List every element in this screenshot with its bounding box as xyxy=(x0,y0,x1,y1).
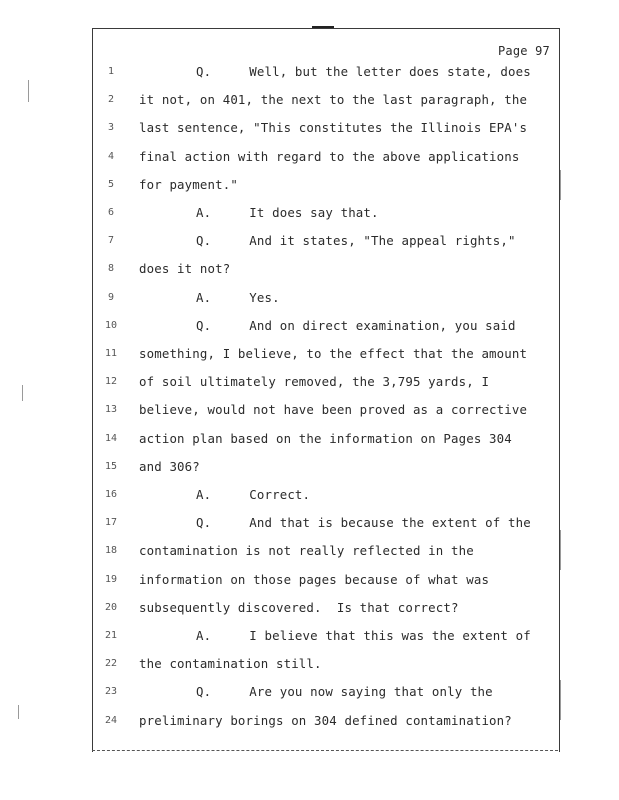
line-text: A. It does say that. xyxy=(196,205,379,220)
transcript-line xyxy=(0,147,619,167)
page-number: Page 97 xyxy=(498,44,550,58)
line-number: 18 xyxy=(104,545,118,557)
line-text: information on those pages because of what was xyxy=(139,571,490,587)
transcript-line xyxy=(0,682,619,702)
scan-artifact xyxy=(18,705,19,719)
line-text: and 306? xyxy=(139,458,200,474)
line-number: 21 xyxy=(104,630,118,641)
line-number: 6 xyxy=(107,207,115,218)
line-text: does it not? xyxy=(139,261,231,277)
line-number: 13 xyxy=(104,404,118,416)
line-number: 1 xyxy=(107,66,115,77)
bottom-rule xyxy=(92,750,558,751)
transcript-line xyxy=(0,203,619,223)
transcript-line xyxy=(0,400,619,420)
line-text: something, I believe, to the effect that the amount xyxy=(139,346,528,361)
transcript-line xyxy=(0,288,619,308)
line-number: 2 xyxy=(107,94,115,106)
line-number: 20 xyxy=(104,601,118,613)
line-number: 9 xyxy=(107,291,115,303)
line-number: 14 xyxy=(104,432,118,444)
line-text: the contamination still. xyxy=(139,656,322,672)
transcript-line xyxy=(0,372,619,392)
line-text: final action with regard to the above applications xyxy=(139,148,520,164)
line-number: 23 xyxy=(104,686,118,698)
transcript-line xyxy=(0,598,619,618)
transcript-line xyxy=(0,711,619,731)
line-number: 22 xyxy=(104,658,118,670)
line-number: 15 xyxy=(104,460,118,472)
line-text: A. Correct. xyxy=(196,487,311,502)
transcript-line xyxy=(0,541,619,561)
line-text: A. I believe that this was the extent of xyxy=(196,628,531,643)
transcript-line xyxy=(0,654,619,674)
transcript-line xyxy=(0,429,619,449)
line-number: 10 xyxy=(104,319,118,331)
transcript-line xyxy=(0,62,619,82)
line-number: 24 xyxy=(104,714,118,726)
top-registration-mark xyxy=(312,26,334,28)
line-text: last sentence, "This constitutes the Illinois EPA's xyxy=(139,120,528,136)
transcript-line xyxy=(0,259,619,279)
transcript-line xyxy=(0,485,619,505)
line-text: contamination is not really reflected in the xyxy=(139,543,474,559)
scan-artifact xyxy=(560,530,561,570)
transcript-line xyxy=(0,118,619,138)
transcript-line xyxy=(0,344,619,364)
line-text: Q. Are you now saying that only the xyxy=(196,684,493,700)
transcript-line xyxy=(0,175,619,195)
line-text: Q. And it states, "The appeal rights," xyxy=(196,233,516,249)
line-number: 4 xyxy=(107,150,115,162)
line-number: 17 xyxy=(104,517,118,529)
transcript-line xyxy=(0,457,619,477)
line-number: 8 xyxy=(107,263,115,275)
line-text: Q. Well, but the letter does state, does xyxy=(196,64,531,79)
line-text: Q. And on direct examination, you said xyxy=(196,317,516,333)
line-number: 3 xyxy=(107,122,115,134)
transcript-line xyxy=(0,231,619,251)
transcript-line xyxy=(0,316,619,336)
line-number: 7 xyxy=(107,235,115,247)
line-text: subsequently discovered. Is that correct? xyxy=(139,599,459,615)
line-number: 11 xyxy=(104,348,118,359)
scan-artifact xyxy=(560,170,561,200)
transcript-line xyxy=(0,626,619,646)
line-number: 12 xyxy=(104,376,118,388)
scan-artifact xyxy=(28,80,29,102)
line-text: it not, on 401, the next to the last paragraph, the xyxy=(139,92,528,108)
scan-artifact xyxy=(560,680,561,720)
line-text: A. Yes. xyxy=(196,289,280,305)
line-number: 19 xyxy=(104,573,118,585)
line-number: 5 xyxy=(107,178,115,190)
line-text: believe, would not have been proved as a corrective xyxy=(139,402,528,418)
line-number: 16 xyxy=(104,489,118,500)
line-text: for payment." xyxy=(139,176,238,192)
transcript-line xyxy=(0,570,619,590)
line-text: Q. And that is because the extent of the xyxy=(196,515,531,531)
scan-artifact xyxy=(22,385,23,401)
transcript-line xyxy=(0,90,619,110)
line-text: preliminary borings on 304 defined contamination? xyxy=(139,712,512,728)
line-text: of soil ultimately removed, the 3,795 yards, I xyxy=(139,374,490,390)
transcript-line xyxy=(0,513,619,533)
line-text: action plan based on the information on Pages 304 xyxy=(139,430,512,446)
